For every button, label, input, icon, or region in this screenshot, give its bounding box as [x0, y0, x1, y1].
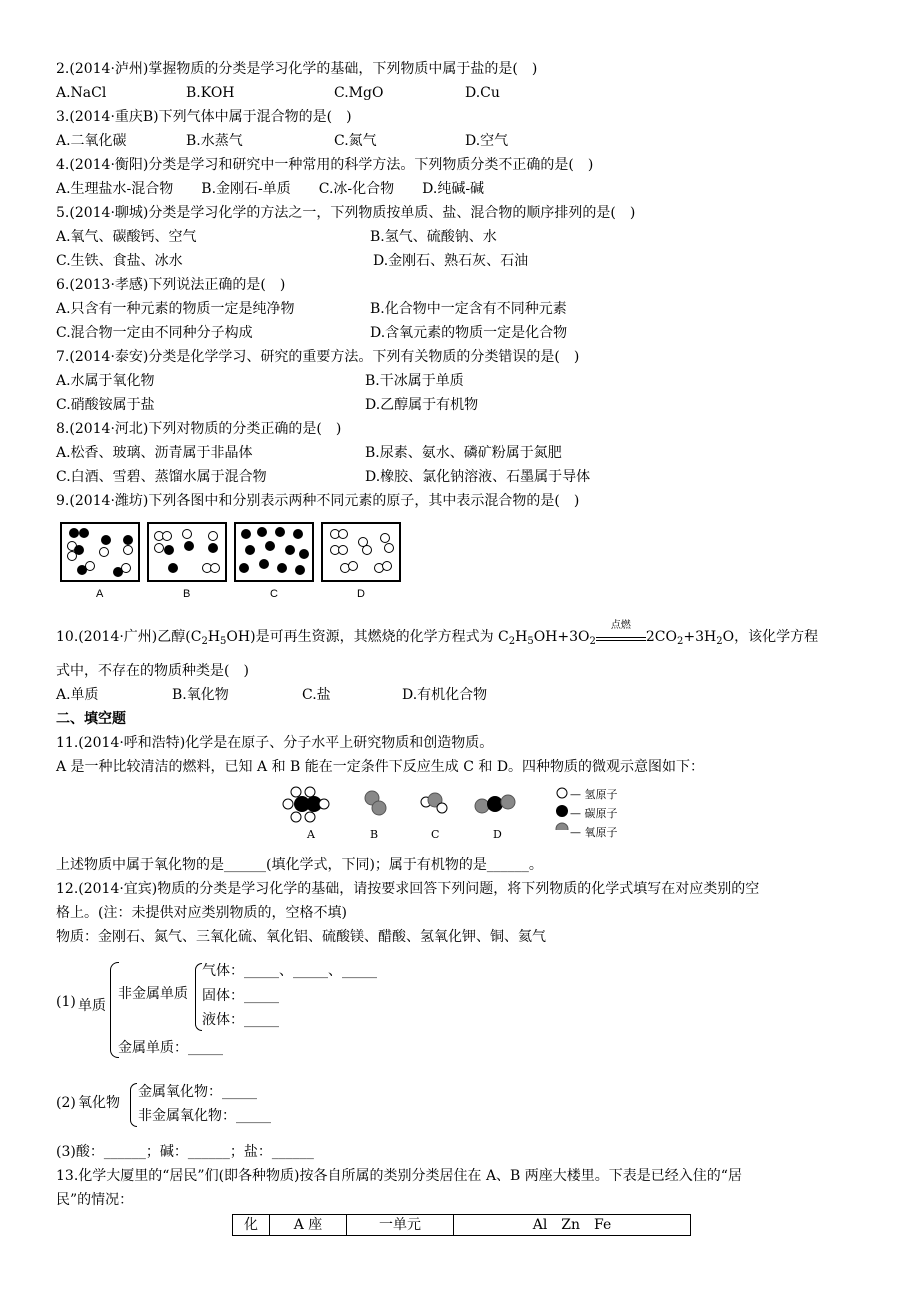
q6-option-a: A.只含有一种元素的物质一定是纯净物 — [56, 301, 295, 317]
q10-option-a: A.单质 — [56, 687, 99, 703]
diagram-label-d: D — [357, 588, 365, 600]
diagram-box-b — [147, 522, 227, 582]
reaction-equals — [596, 637, 646, 641]
q5-option-b: B.氢气、硫酸钠、水 — [370, 229, 497, 245]
q5-option-a: A.氧气、碳酸钙、空气 — [56, 229, 197, 245]
brace-oxide — [130, 1083, 137, 1127]
q13-line1: 13.化学大厦里的“居民”们(即各种物质)按各自所属的类别分类居住在 A、B 两座大楼里。下表是已经入住的“居 — [56, 1168, 742, 1184]
q2-option-c: C.MgO — [334, 85, 384, 101]
blank-nonmetal-oxide: 非金属氧化物：_____ — [138, 1108, 271, 1124]
q5-stem: 5.(2014·聊城)分类是学习化学的方法之一，下列物质按单质、盐、混合物的顺序排列的是( ) — [56, 205, 636, 221]
category-oxide: 氧化物 — [78, 1095, 120, 1111]
molecule-label-b: B — [370, 828, 379, 841]
table-cell: 一单元 — [347, 1215, 454, 1236]
table-cell: Al Zn Fe — [454, 1215, 691, 1236]
q4-stem: 4.(2014·衡阳)分类是学习和研究中一种常用的科学方法。下列物质分类不正确的是( ) — [56, 157, 594, 173]
molecule-label-a: A — [307, 828, 315, 841]
q2-stem: 2.(2014·泸州)掌握物质的分类是学习化学的基础，下列物质中属于盐的是( ) — [56, 61, 538, 77]
q12-stem-line2: 格上。(注：未提供对应类别物质的，空格不填) — [56, 905, 347, 921]
q6-option-b: B.化合物中一定含有不同种元素 — [370, 301, 567, 317]
part3-blanks: (3)酸：______；碱：______；盐：______ — [56, 1144, 314, 1160]
blank-liquid: 液体：_____ — [202, 1012, 279, 1028]
category-danzhi: 单质 — [78, 998, 106, 1014]
legend-hydrogen: — 氢原子 — [570, 788, 618, 801]
q8-option-c: C.白酒、雪碧、蒸馏水属于混合物 — [56, 469, 267, 485]
q3-option-b: B.水蒸气 — [186, 133, 243, 149]
part1-number: (1) — [56, 994, 76, 1010]
q3-stem: 3.(2014·重庆B)下列气体中属于混合物的是( ) — [56, 109, 352, 125]
q11-intro: A 是一种比较清洁的燃料，已知 A 和 B 能在一定条件下反应生成 C 和 D。四种物质的微观示意图如下： — [56, 759, 705, 775]
blank-metal: 金属单质：_____ — [118, 1040, 223, 1056]
molecule-label-d: D — [493, 828, 502, 841]
q11-fill: 上述物质中属于氧化物的是______(填化学式，下同)；属于有机物的是______。 — [56, 857, 543, 873]
q10-stem: 10.(2014·广州)乙醇$(C_2H_5OH)$是可再生资源，其燃烧的化学方程式为 $C_2H_5OH+3O_2$ 点燃 $2CO_2+3H_2O$，该化学方程 — [56, 628, 818, 651]
diagram-label-a: A — [96, 588, 104, 600]
diagram-box-d — [321, 522, 401, 582]
q8-stem: 8.(2014·河北)下列对物质的分类正确的是( ) — [56, 421, 342, 437]
q4-options: A.生理盐水-混合物 B.金刚石-单质 C.冰-化合物 D.纯碱-碱 — [56, 181, 485, 197]
q10-option-d: D.有机化合物 — [402, 687, 488, 703]
molecule-label-c: C — [431, 828, 440, 841]
resident-table — [232, 1214, 691, 1236]
q8-option-a: A.松香、玻璃、沥青属于非晶体 — [56, 445, 253, 461]
diagram-label-c: C — [270, 588, 278, 600]
q7-stem: 7.(2014·泰安)分类是化学学习、研究的重要方法。下列有关物质的分类错误的是( ) — [56, 349, 580, 365]
category-feijinshu: 非金属单质 — [118, 986, 188, 1002]
table-cell: A 座 — [270, 1215, 347, 1236]
table-row — [233, 1215, 691, 1236]
blank-metal-oxide: 金属氧化物：_____ — [138, 1084, 257, 1100]
reaction-condition: 点燃 — [610, 620, 631, 631]
q6-stem: 6.(2013·孝感)下列说法正确的是( ) — [56, 277, 286, 293]
q13-line2: 民”的情况： — [56, 1192, 134, 1208]
diagram-label-b: B — [183, 588, 191, 600]
q12-stem-line1: 12.(2014·宜宾)物质的分类是学习化学的基础，请按要求回答下列问题，将下列物质的化学式填写在对应类别的空 — [56, 881, 760, 897]
q8-option-b: B.尿素、氨水、磷矿粉属于氮肥 — [365, 445, 562, 461]
q3-option-d: D.空气 — [465, 133, 509, 149]
q7-option-a: A.水属于氧化物 — [56, 373, 155, 389]
q10-option-b: B.氧化物 — [172, 687, 229, 703]
blank-solid: 固体：_____ — [202, 988, 279, 1004]
brace-feijinshu — [195, 963, 202, 1031]
q3-option-c: C.氮气 — [334, 133, 377, 149]
q8-option-d: D.橡胶、氯化钠溶液、石墨属于导体 — [365, 469, 591, 485]
diagram-box-c — [234, 522, 314, 582]
legend-oxygen: — 氧原子 — [570, 826, 618, 839]
q2-option-b: B.KOH — [186, 85, 235, 101]
q5-option-d: D.金刚石、熟石灰、石油 — [373, 253, 529, 269]
blank-gas: 气体：_____、_____、_____ — [202, 963, 377, 979]
section-title: 二、填空题 — [56, 711, 126, 727]
q6-option-c: C.混合物一定由不同种分子构成 — [56, 325, 253, 341]
q9-stem: 9.(2014·潍坊)下列各图中和分别表示两种不同元素的原子，其中表示混合物的是( ) — [56, 493, 580, 509]
q11-stem: 11.(2014·呼和浩特)化学是在原子、分子水平上研究物质和创造物质。 — [56, 735, 494, 751]
table-cell: 化 — [233, 1215, 270, 1236]
q2-option-a: A.NaCl — [56, 85, 107, 101]
q5-option-c: C.生铁、食盐、冰水 — [56, 253, 183, 269]
q3-option-a: A.二氧化碳 — [56, 133, 127, 149]
q7-option-b: B.干冰属于单质 — [365, 373, 464, 389]
q10-stem-line2: 式中，不存在的物质种类是( ) — [56, 663, 249, 679]
q7-option-c: C.硝酸铵属于盐 — [56, 397, 155, 413]
legend-carbon: — 碳原子 — [570, 807, 618, 820]
diagram-box-a — [60, 522, 140, 582]
q6-option-d: D.含氧元素的物质一定是化合物 — [370, 325, 568, 341]
q10-option-c: C.盐 — [302, 687, 331, 703]
q12-substances: 物质：金刚石、氮气、三氧化硫、氧化铝、硫酸镁、醋酸、氢氧化钾、铜、氦气 — [56, 929, 546, 945]
part2-number: (2) — [56, 1095, 76, 1111]
q2-option-d: D.Cu — [465, 85, 500, 101]
q7-option-d: D.乙醇属于有机物 — [365, 397, 479, 413]
